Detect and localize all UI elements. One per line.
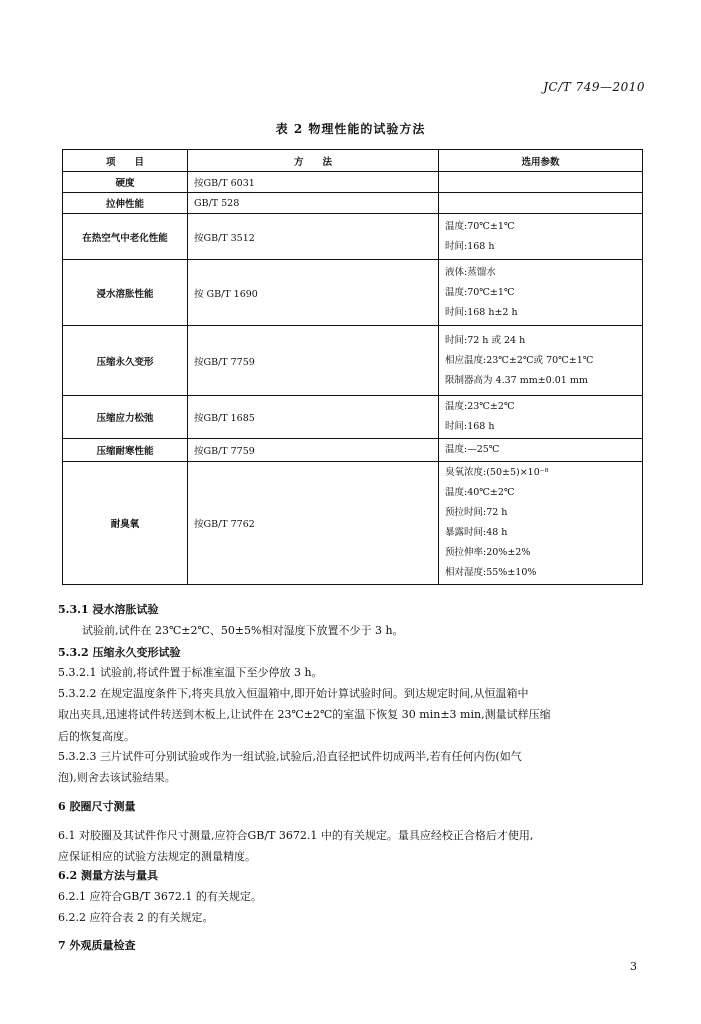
paragraph-line: 5.3.2.2 在规定温度条件下,将夹具放入恒温箱中,即开始计算试验时间。到达规定时间,从恒温箱中 — [58, 687, 529, 700]
row-item: 压缩应力松弛 — [63, 396, 188, 439]
param-line: 温度:70℃±1℃ — [445, 286, 515, 298]
table-row — [63, 260, 643, 326]
header-params: 选用参数 — [439, 150, 643, 172]
section-heading: 6.2 测量方法与量具 — [58, 869, 158, 882]
paragraph-line: 6.1 对胶圈及其试件作尺寸测量,应符合GB/T 3672.1 中的有关规定。量具应经校正合格后才使用, — [58, 829, 534, 842]
table-header-row — [63, 150, 643, 172]
row-params — [439, 462, 643, 585]
row-params — [439, 172, 643, 193]
row-method: 按GB/T 3512 — [188, 214, 439, 260]
section-heading: 5.3.1 浸水溶胀试验 — [58, 603, 159, 616]
param-line: 相对湿度:55%±10% — [445, 567, 537, 578]
param-line: 时间:168 h±2 h — [445, 306, 518, 318]
param-line: 液体:蒸馏水 — [445, 266, 496, 278]
row-item: 在热空气中老化性能 — [63, 214, 188, 260]
paragraph-line: 5.3.2.3 三片试件可分别试验或作为一组试验,试验后,沿直径把试件切成两半,若有任何内伤(如气 — [58, 750, 522, 763]
param-line: 温度:—25℃ — [445, 444, 500, 455]
row-item: 耐臭氧 — [63, 462, 188, 585]
header-item: 项 目 — [63, 150, 188, 172]
param-line: 温度:23℃±2℃ — [445, 401, 515, 412]
standard-code: JC/T 749—2010 — [543, 80, 645, 94]
test-methods-table — [62, 149, 643, 585]
row-item: 压缩耐寒性能 — [63, 439, 188, 462]
row-params — [439, 193, 643, 214]
table-body — [63, 172, 643, 585]
paragraph-line: 6.2.1 应符合GB/T 3672.1 的有关规定。 — [58, 890, 262, 903]
row-params — [439, 326, 643, 396]
row-method: 按GB/T 7762 — [188, 462, 439, 585]
row-params — [439, 396, 643, 439]
param-line: 时间:72 h 或 24 h — [445, 334, 526, 346]
table-row — [63, 214, 643, 260]
table-row — [63, 462, 643, 585]
row-method: 按GB/T 7759 — [188, 326, 439, 396]
table-row — [63, 439, 643, 462]
row-method: 按 GB/T 1690 — [188, 260, 439, 326]
paragraph-line: 取出夹具,迅速将试件转送到木板上,让试件在 23℃±2℃的室温下恢复 30 min±3 min,测量试样压缩 — [58, 708, 551, 721]
row-method: 按GB/T 1685 — [188, 396, 439, 439]
param-line: 预拉伸率:20%±2% — [445, 547, 531, 558]
section-heading: 6 胶圈尺寸测量 — [58, 800, 136, 813]
param-line: 相应温度:23℃±2℃或 70℃±1℃ — [445, 354, 594, 366]
table-row — [63, 326, 643, 396]
param-line: 温度:70℃±1℃ — [445, 220, 515, 232]
table-row — [63, 396, 643, 439]
body-text — [58, 601, 646, 951]
param-line: 时间:168 h — [445, 421, 495, 432]
row-method: 按GB/T 6031 — [188, 172, 439, 193]
paragraph-line: 应保证相应的试验方法规定的测量精度。 — [58, 850, 256, 863]
paragraph-line: 试验前,试件在 23℃±2℃、50±5%相对湿度下放置不少于 3 h。 — [82, 624, 404, 637]
table-title: 表 2 物理性能的试验方法 — [275, 122, 426, 136]
param-line: 温度:40℃±2℃ — [445, 487, 515, 498]
param-line: 臭氧浓度:(50±5)×10⁻⁸ — [445, 467, 549, 478]
row-params — [439, 439, 643, 462]
row-item: 硬度 — [63, 172, 188, 193]
row-item: 浸水溶胀性能 — [63, 260, 188, 326]
table-row — [63, 193, 643, 214]
paragraph-line: 后的恢复高度。 — [58, 730, 135, 743]
paragraph-line: 5.3.2.1 试验前,将试件置于标准室温下至少停放 3 h。 — [58, 666, 323, 679]
param-line: 预拉时间:72 h — [445, 507, 508, 518]
header-method: 方 法 — [188, 150, 439, 172]
paragraph-line: 6.2.2 应符合表 2 的有关规定。 — [58, 911, 214, 924]
row-item: 拉伸性能 — [63, 193, 188, 214]
param-line: 时间:168 h — [445, 240, 495, 252]
section-heading: 7 外观质量检查 — [58, 939, 136, 952]
param-line: 暴露时间:48 h — [445, 527, 508, 538]
row-method: GB/T 528 — [188, 193, 439, 214]
table-row — [63, 172, 643, 193]
paragraph-line: 泡),则舍去该试验结果。 — [58, 771, 176, 784]
param-line: 限制器高为 4.37 mm±0.01 mm — [445, 374, 588, 386]
row-params — [439, 214, 643, 260]
row-method: 按GB/T 7759 — [188, 439, 439, 462]
section-heading: 5.3.2 压缩永久变形试验 — [58, 646, 181, 659]
row-item: 压缩永久变形 — [63, 326, 188, 396]
page-number: 3 — [630, 960, 637, 973]
row-params — [439, 260, 643, 326]
